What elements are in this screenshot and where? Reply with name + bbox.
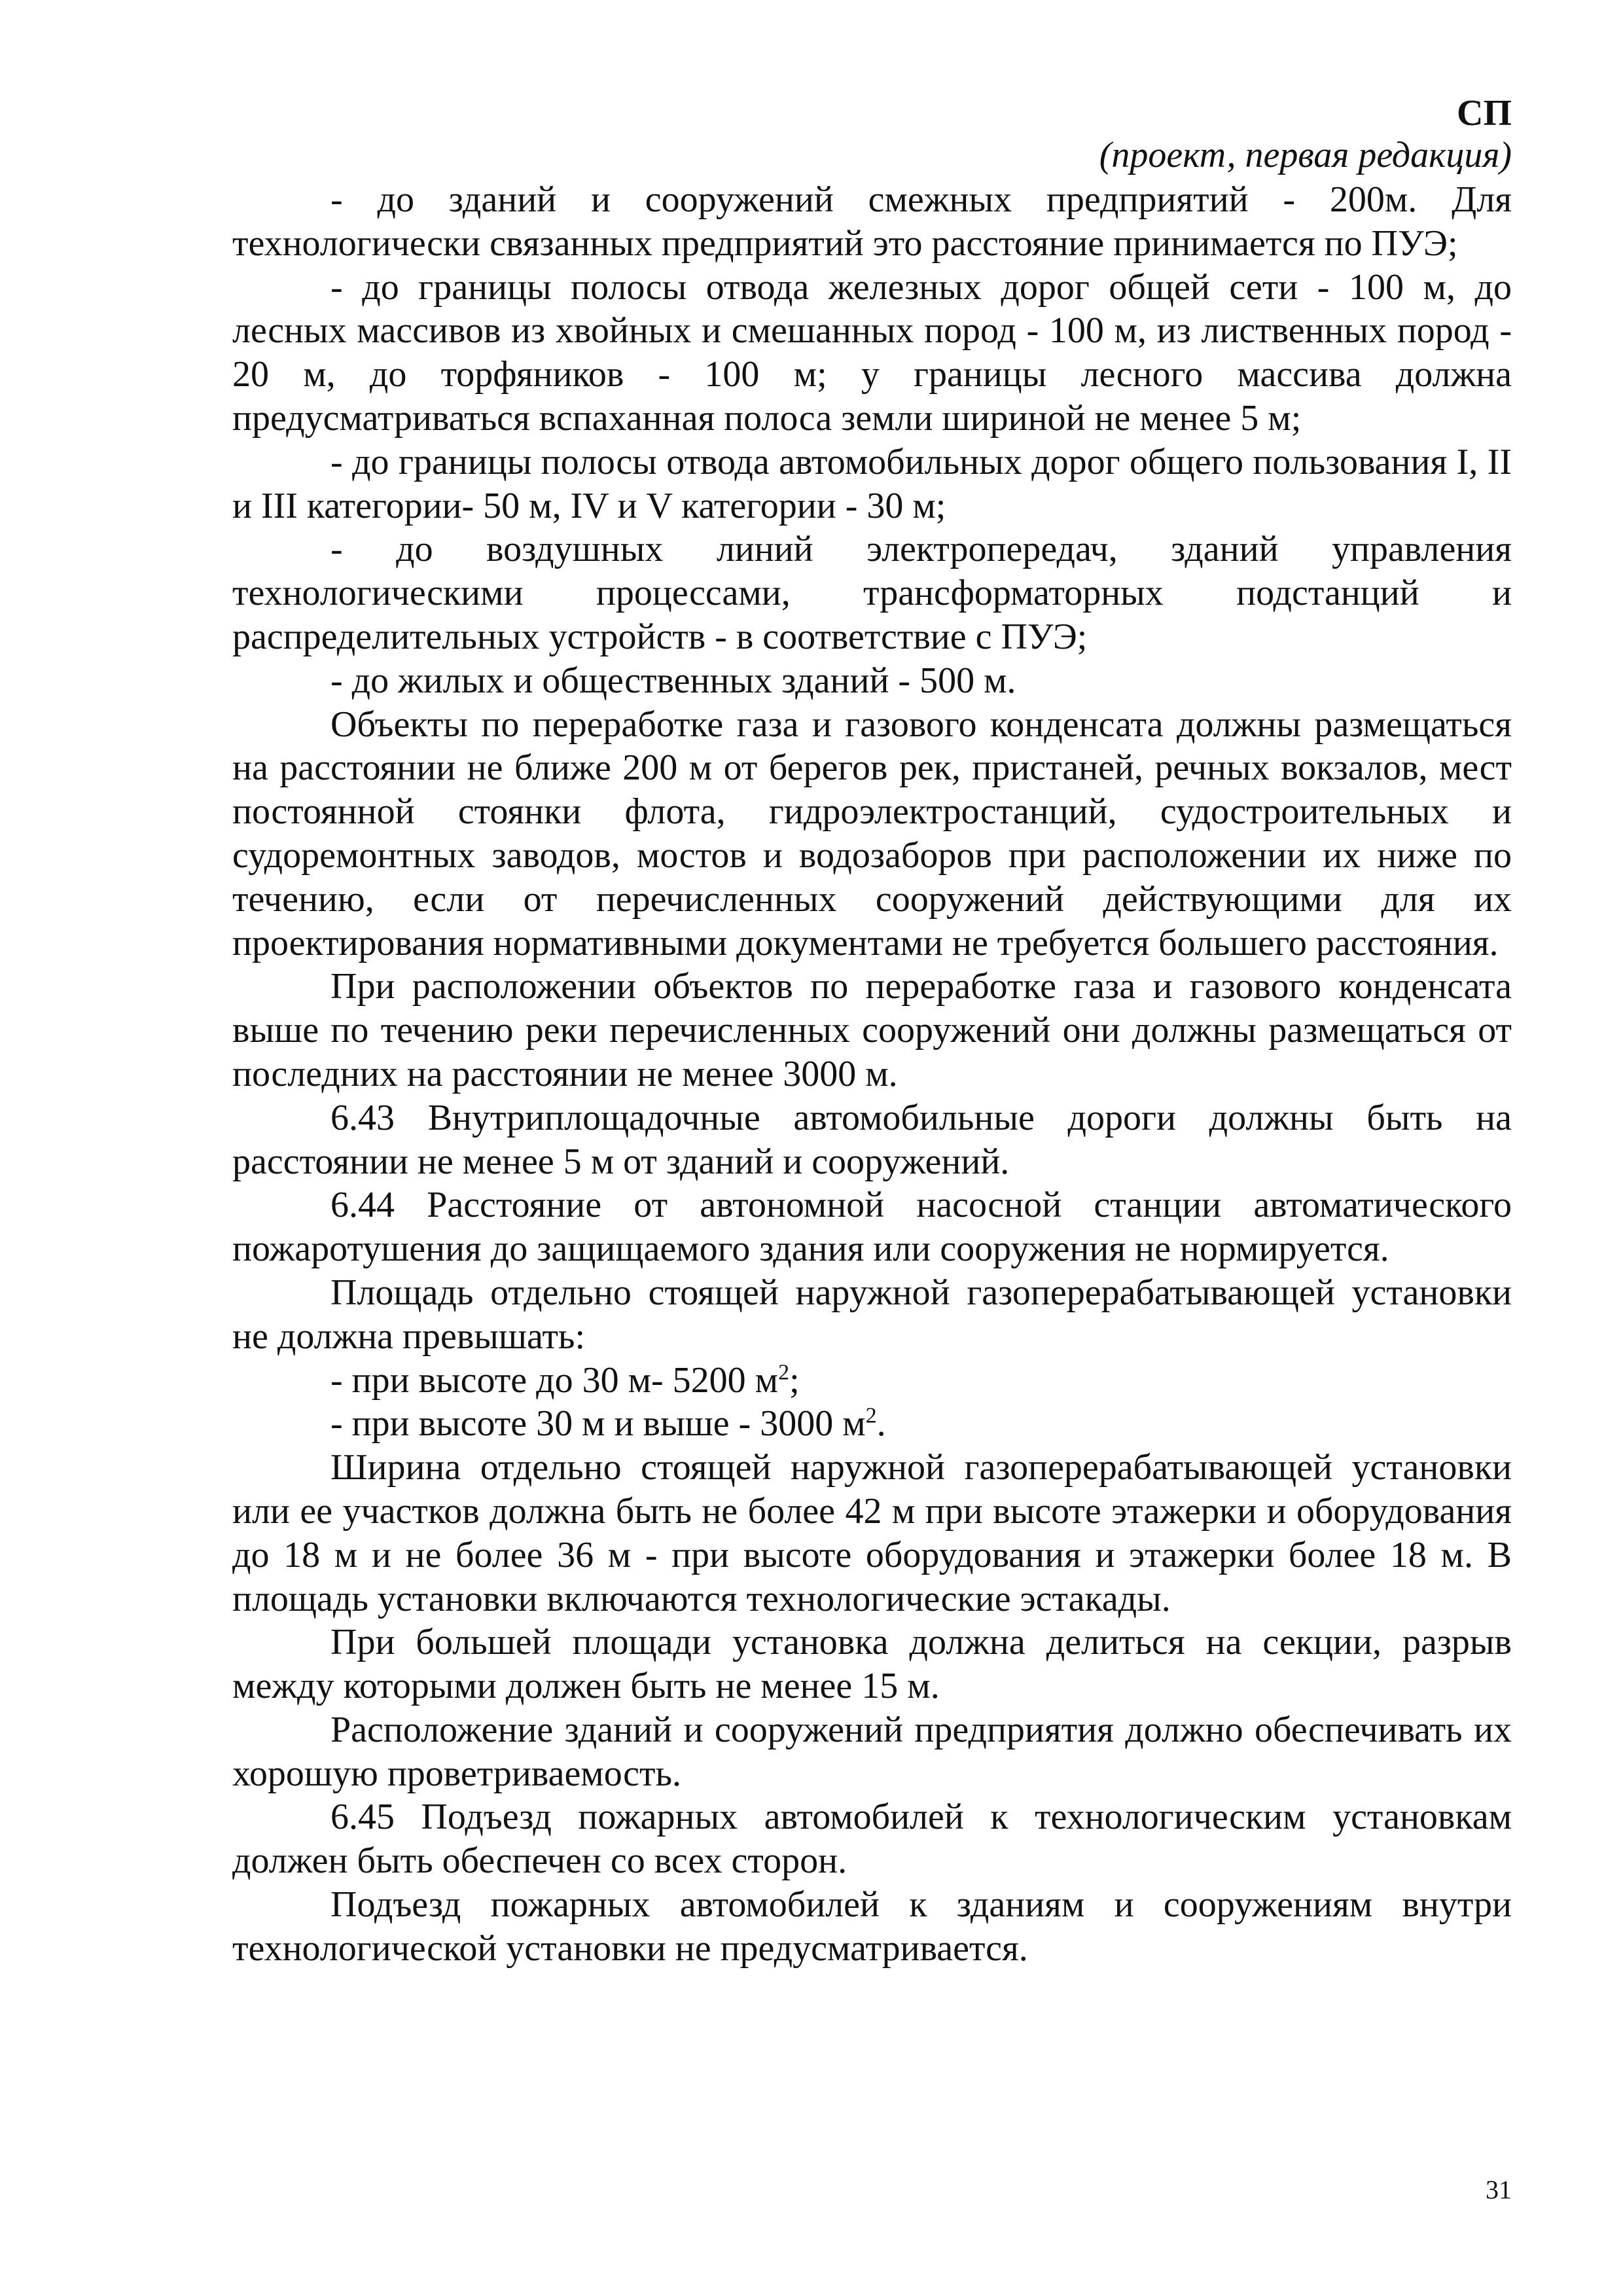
paragraph-railways-forests: - до границы полосы отвода железных дорог общей сети - 100 м, до лесных массивов из хвойных и смешанных пород - 100 м, из лиственных пород - 20 м, до торфяников - 100 м; у границы лесного массива должна предусматриваться вспаханная полоса земли шириной не менее 5 м; <box>232 266 1512 439</box>
page-number: 31 <box>1486 2175 1512 2204</box>
document-body <box>232 178 1512 1971</box>
paragraph-power-lines: - до воздушных линий электропередач, зданий управления технологическими процессами, трансформаторных подстанций и распределительных устройств - в соответствие с ПУЭ; <box>232 529 1512 657</box>
paragraph-roads: - до границы полосы отвода автомобильных дорог общего пользования I, II и III категории- 50 м, IV и V категории - 30 м; <box>232 441 1512 526</box>
paragraph-width-limit: Ширина отдельно стоящей наружной газоперерабатывающей установки или ее участков должна быть не более 42 м при высоте этажерки и оборудования до 18 м и не более 36 м - при высоте оборудования и этажерки более 18 м. В площадь установки включаются технологические эстакады. <box>232 1447 1512 1619</box>
height-30-plus-tail: . <box>876 1403 886 1444</box>
paragraph-adjacent-enterprises: - до зданий и сооружений смежных предприятий - 200м. Для технологически связанных предприятий это расстояние принимается по ПУЭ; <box>232 179 1512 264</box>
paragraph-height-under-30 <box>232 1359 1512 1403</box>
paragraph-area-limit: Площадь отдельно стоящей наружной газоперерабатывающей установки не должна превышать: <box>232 1272 1512 1357</box>
document-code: СП <box>1457 93 1512 134</box>
paragraph-ventilation: Расположение зданий и сооружений предприятия должно обеспечивать их хорошую проветриваемость. <box>232 1709 1512 1794</box>
paragraph-upstream: При расположении объектов по переработке газа и газового конденсата выше по течению реки перечисленных сооружений они должны размещаться от последних на расстоянии не менее 3000 м. <box>232 966 1512 1094</box>
paragraph-height-30-plus <box>232 1402 1512 1446</box>
height-under-30-tail: ; <box>789 1359 800 1401</box>
height-30-plus-text: - при высоте 30 м и выше - 3000 м <box>330 1403 866 1444</box>
paragraph-6-45: 6.45 Подъезд пожарных автомобилей к технологическим установкам должен быть обеспечен со всех сторон. <box>232 1797 1512 1882</box>
paragraph-residential: - до жилых и общественных зданий - 500 м. <box>330 660 1016 701</box>
paragraph-sections: При большей площади установка должна делиться на секции, разрыв между которыми должен быть не менее 15 м. <box>232 1622 1512 1707</box>
height-under-30-text: - при высоте до 30 м- 5200 м <box>330 1359 779 1401</box>
paragraph-river-objects: Объекты по переработке газа и газового конденсата должны размещаться на расстоянии не ближе 200 м от берегов рек, пристаней, речных вокзалов, мест постоянной стоянки флота, гидроэлектростанций, судостроительных и судоремонтных заводов, мостов и водозаборов при расположении их ниже по течению, если от перечисленных сооружений действующими для их проектирования нормативными документами не требуется большего расстояния. <box>232 704 1512 963</box>
square-superscript: 2 <box>865 1403 877 1428</box>
document-page <box>232 92 1512 1971</box>
paragraph-6-43: 6.43 Внутриплощадочные автомобильные дороги должны быть на расстоянии не менее 5 м от зданий и сооружений. <box>232 1097 1512 1182</box>
document-subtitle: (проект, первая редакция) <box>1099 135 1512 175</box>
paragraph-6-44: 6.44 Расстояние от автономной насосной станции автоматического пожаротушения до защищаемого здания или сооружения не нормируется. <box>232 1185 1512 1270</box>
paragraph-fire-access-inside: Подъезд пожарных автомобилей к зданиям и сооружениям внутри технологической установки не предусматривается. <box>232 1884 1512 1969</box>
square-superscript: 2 <box>778 1359 790 1384</box>
